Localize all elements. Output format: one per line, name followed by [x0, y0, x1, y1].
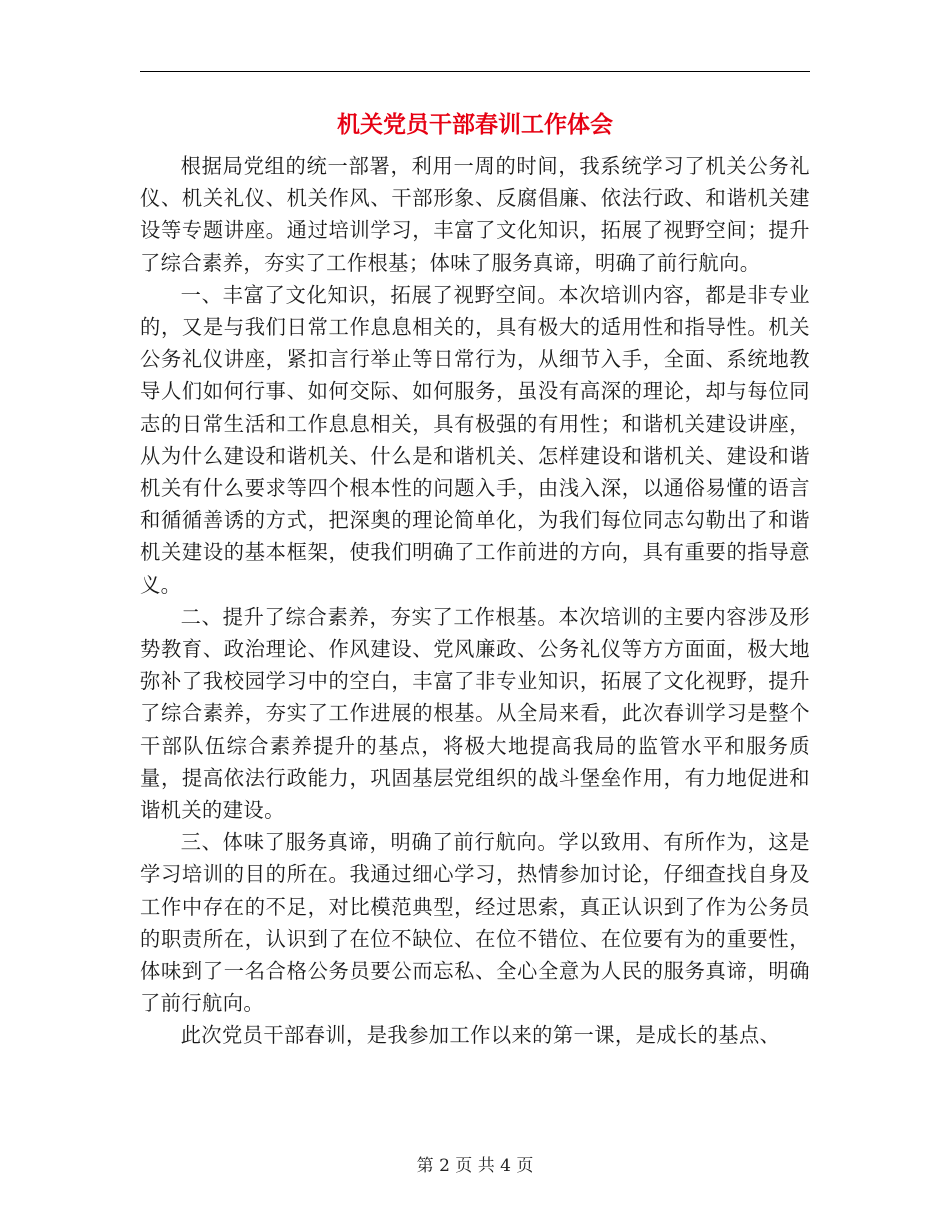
header-rule [140, 71, 810, 72]
paragraph-intro: 根据局党组的统一部署，利用一周的时间，我系统学习了机关公务礼仪、机关礼仪、机关作风、干部形象、反腐倡廉、依法行政、和谐机关建设等专题讲座。通过培训学习，丰富了文化知识，拓展了视野空间；提升了综合素养，夯实了工作根基；体味了服务真谛，明确了前行航向。 [140, 154, 810, 275]
paragraph-section-2: 二、提升了综合素养，夯实了工作根基。本次培训的主要内容涉及形势教育、政治理论、作风建设、党风廉政、公务礼仪等方方面面，极大地弥补了我校园学习中的空白，丰富了非专业知识，拓展了文化视野，提升了综合素养，夯实了工作进展的根基。从全局来看，此次春训学习是整个干部队伍综合素养提升的基点，将极大地提高我局的监管水平和服务质量，提高依法行政能力，巩固基层党组织的战斗堡垒作用，有力地促进和谐机关的建设。 [140, 604, 810, 823]
document-body [140, 150, 810, 1052]
paragraph-section-3: 三、体味了服务真谛，明确了前行航向。学以致用、有所作为，这是学习培训的目的所在。我通过细心学习，热情参加讨论，仔细查找自身及工作中存在的不足，对比模范典型，经过思索，真正认识到了作为公务员的职责所在，认识到了在位不缺位、在位不错位、在位要有为的重要性，体味到了一名合格公务员要公而忘私、全心全意为人民的服务真谛，明确了前行航向。 [140, 830, 810, 1016]
document-title: 机关党员干部春训工作体会 [337, 111, 613, 138]
paragraph-section-1: 一、丰富了文化知识，拓展了视野空间。本次培训内容，都是非专业的，又是与我们日常工作息息相关的，具有极大的适用性和指导性。机关公务礼仪讲座，紧扣言行举止等日常行为，从细节入手，全面、系统地教导人们如何行事、如何交际、如何服务，虽没有高深的理论，却与每位同志的日常生活和工作息息相关，具有极强的有用性；和谐机关建设讲座，从为什么建设和谐机关、什么是和谐机关、怎样建设和谐机关、建设和谐机关有什么要求等四个根本性的问题入手，由浅入深，以通俗易懂的语言和循循善诱的方式，把深奥的理论简单化，为我们每位同志勾勒出了和谐机关建设的基本框架，使我们明确了工作前进的方向，具有重要的指导意义。 [140, 282, 810, 597]
paragraph-closing: 此次党员干部春训，是我参加工作以来的第一课，是成长的基点、 [180, 1023, 781, 1048]
page-number-footer: 第 2 页 共 4 页 [416, 1156, 534, 1176]
